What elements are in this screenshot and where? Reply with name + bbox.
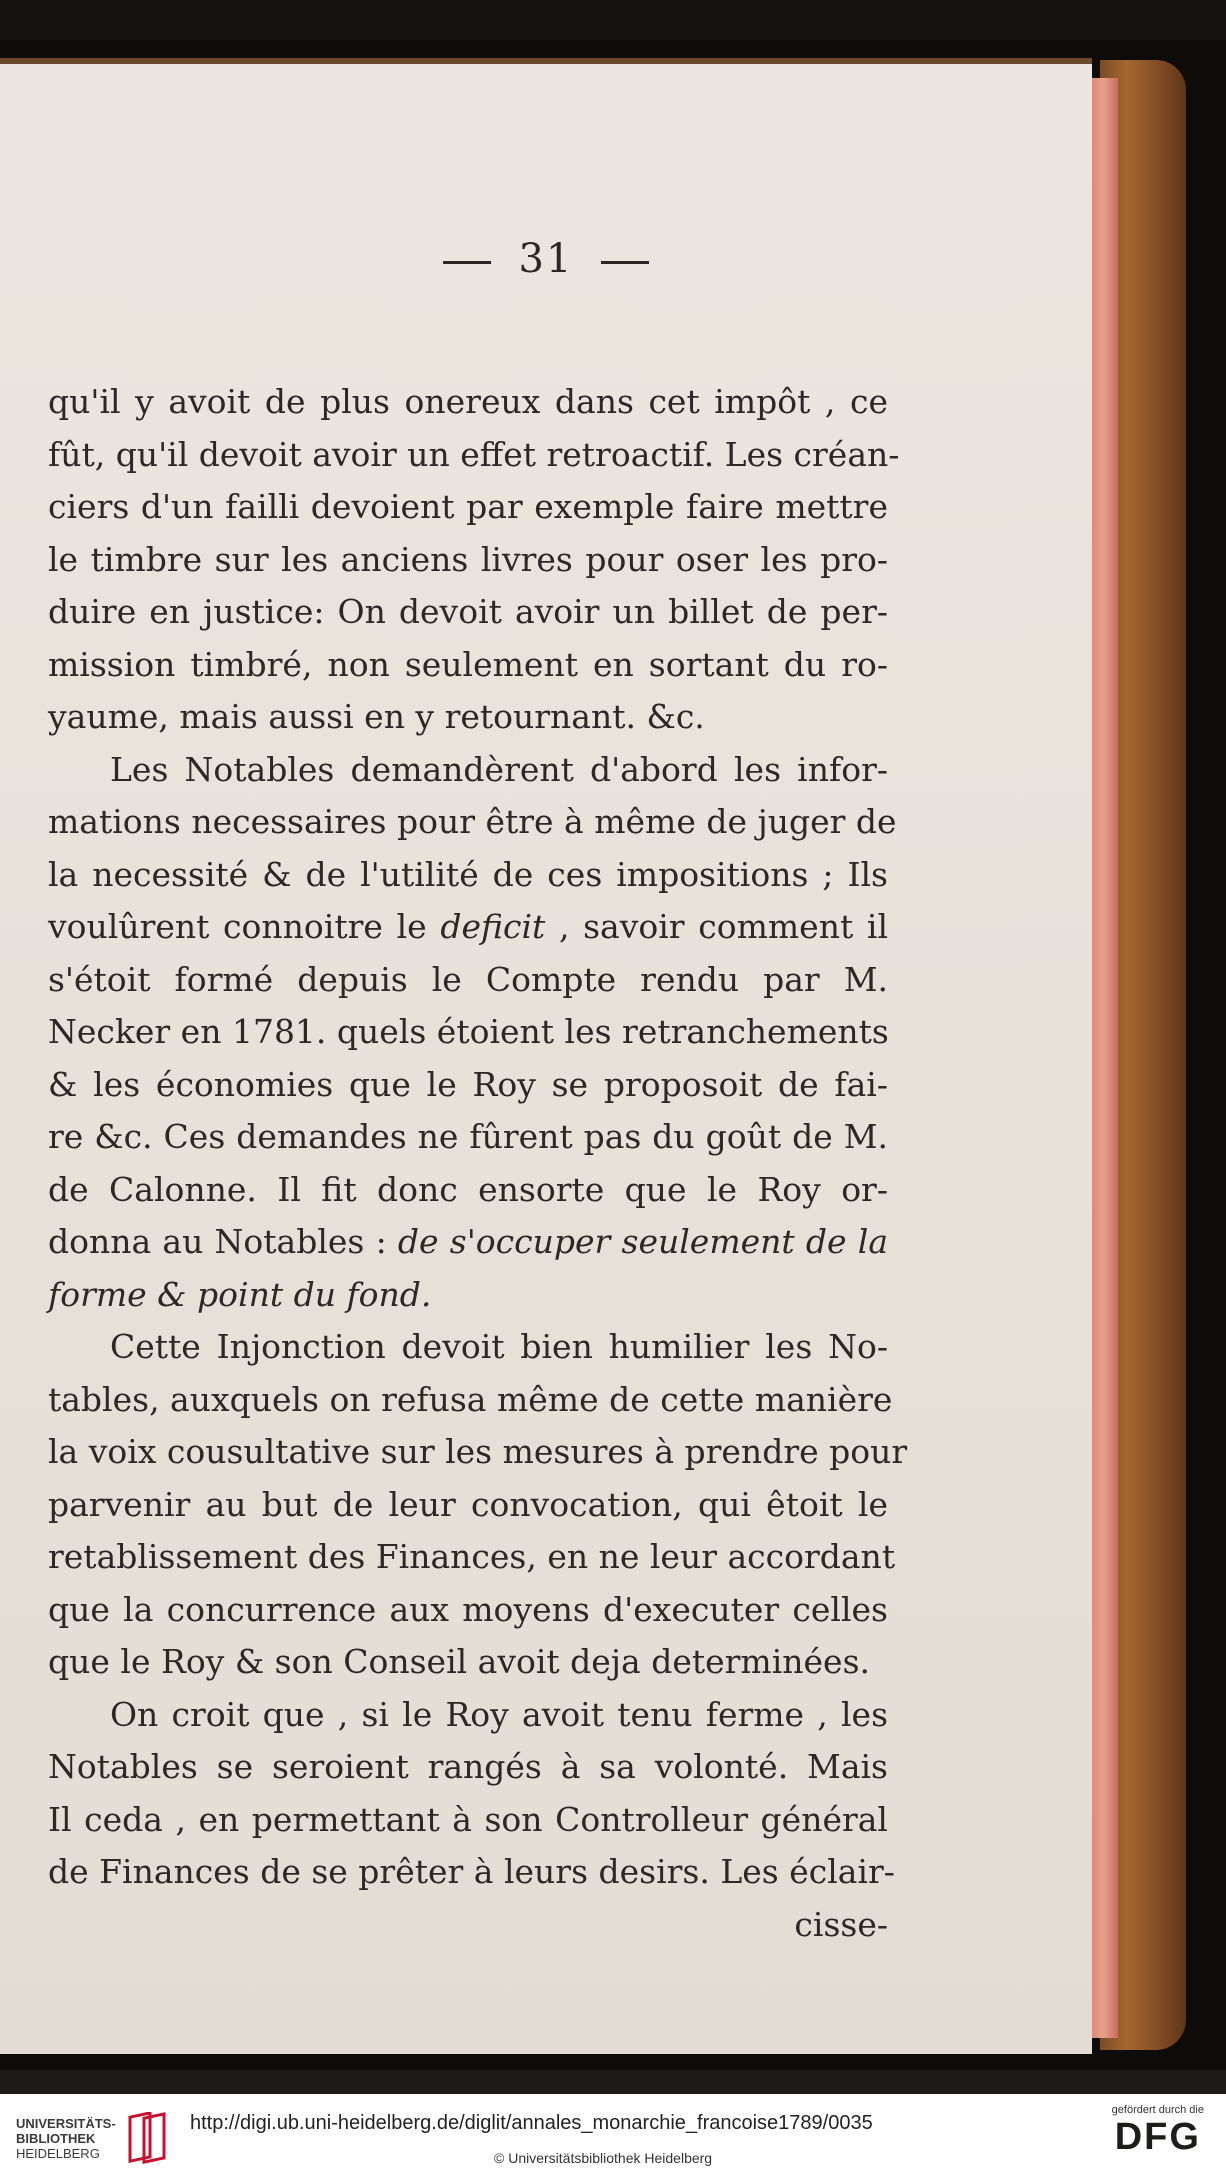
italic-quote: forme & point du fond. <box>48 1274 432 1314</box>
text-line: tables, auxquels on refusa même de cette manière <box>48 1379 893 1419</box>
text-line: mission timbré, non seulement en sortant du ro- <box>48 644 888 684</box>
text-line: ciers d'un failli devoient par exemple faire mettre <box>48 487 888 526</box>
book-page <box>0 58 1092 2054</box>
university-logo-icon <box>126 2112 172 2168</box>
italic-term: deficit <box>440 907 546 946</box>
italic-quote: de s'occuper seulement de la <box>397 1222 888 1261</box>
text-line <box>48 1269 888 1322</box>
catchword: cisse- <box>794 1904 888 1944</box>
text-segment: , savoir comment il <box>545 907 888 946</box>
dfg-funding-logo <box>1112 2104 1204 2158</box>
text-line: la necessité & de l'utilité de ces impositions ; Ils <box>48 854 888 894</box>
text-line: Notables se seroient rangés à sa volonté. Mais <box>48 1747 888 1786</box>
text-line: que la concurrence aux moyens d'executer celles <box>48 1589 888 1629</box>
page-red-edge <box>1088 78 1118 2038</box>
text-segment: donna au Notables : <box>48 1222 398 1261</box>
text-line: la voix cousultative sur les mesures à prendre pour <box>48 1432 908 1471</box>
institution-line: BIBLIOTHEK <box>16 2131 96 2146</box>
page-header <box>0 236 1092 282</box>
text-line: yaume, mais aussi en y retournant. &c. <box>48 697 705 736</box>
text-line: retablissement des Finances, en ne leur accordant <box>48 1537 896 1576</box>
text-line: de Calonne. Il fit donc ensorte que le Roy or- <box>48 1169 888 1209</box>
text-segment: voulûrent connoitre le <box>48 907 441 946</box>
text-line: duire en justice: On devoit avoir un billet de per- <box>48 592 888 631</box>
text-line: & les économies que le Roy se proposoit de fai- <box>48 1064 888 1104</box>
text-line: On croit que , si le Roy avoit tenu ferme , les <box>110 1694 888 1734</box>
institution-line: HEIDELBERG <box>16 2146 100 2161</box>
text-line: Il ceda , en permettant à son Controlleur général <box>48 1799 888 1839</box>
text-line <box>48 901 888 954</box>
permalink-url[interactable]: http://digi.ub.uni-heidelberg.de/diglit/annales_monarchie_francoise1789/0035 <box>190 2112 873 2134</box>
text-line: Necker en 1781. quels étoient les retranchements <box>48 1012 889 1051</box>
text-line: le timbre sur les anciens livres pour oser les pro- <box>48 539 888 579</box>
text-line: Les Notables demandèrent d'abord les infor- <box>110 749 888 789</box>
dfg-subtitle: gefördert durch die <box>1111 2104 1204 2116</box>
text-line: s'étoit formé depuis le Compte rendu par M. <box>48 959 888 999</box>
institution-logo-text <box>16 2116 116 2161</box>
text-line: Cette Injonction devoit bien humilier les No- <box>110 1327 888 1366</box>
institution-line: UNIVERSITÄTS- <box>16 2116 116 2131</box>
text-line: re &c. Ces demandes ne fûrent pas du goût de M. <box>48 1117 888 1156</box>
text-line: fût, qu'il devoit avoir un effet retroactif. Les créan- <box>48 434 900 474</box>
footer-bar <box>0 2094 1226 2181</box>
copyright-notice: © Universitätsbibliothek Heidelberg <box>494 2150 713 2166</box>
text-line: qu'il y avoit de plus onereux dans cet impôt , ce <box>48 382 888 421</box>
text-line <box>48 1216 888 1269</box>
page-number: 31 <box>518 236 574 282</box>
header-dash-left <box>443 261 491 264</box>
dfg-logo-text: DFG <box>1114 2116 1201 2158</box>
header-dash-right <box>601 261 649 264</box>
text-line: parvenir au but de leur convocation, qui êtoit le <box>48 1484 888 1524</box>
text-line: de Finances de se prêter à leurs desirs. Les éclair- <box>48 1852 895 1891</box>
body-text <box>48 376 908 1951</box>
text-line: mations necessaires pour être à même de juger de <box>48 802 897 841</box>
text-line: que le Roy & son Conseil avoit deja determinées. <box>48 1642 871 1681</box>
